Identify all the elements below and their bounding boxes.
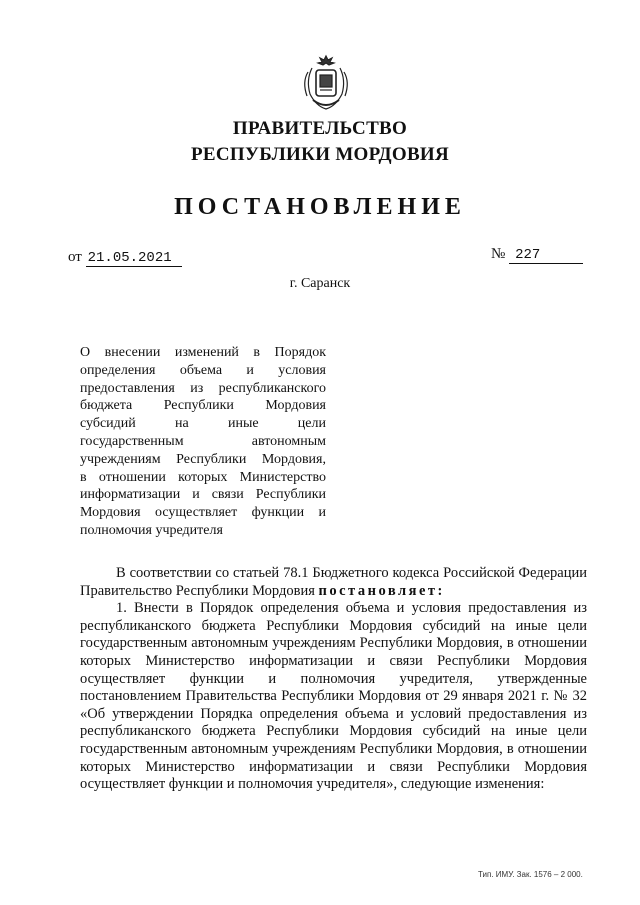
organization-name-line2: РЕСПУБЛИКИ МОРДОВИЯ — [190, 144, 450, 165]
coat-of-arms-icon — [298, 52, 354, 112]
subject-line: информатизации и связи Республики — [80, 487, 326, 503]
subject-line: учреждениям Республики Мордовия, — [80, 451, 326, 467]
subject-line: в отношении которых Министерство — [80, 469, 326, 485]
document-date — [68, 249, 182, 267]
subject-line: предоставления из республиканского — [80, 380, 326, 396]
print-info: Тип. ИМУ. Зак. 1576 – 2 000. — [478, 870, 583, 879]
number-value: 227 — [509, 248, 583, 264]
subject-line: определения объема и условия — [80, 362, 326, 378]
subject-line: государственным автономным — [80, 433, 326, 449]
subject-line: полномочия учредителя — [80, 522, 223, 538]
preamble-text: В соответствии со статьей 78.1 Бюджетного кодекса Российской Федерации Правительство Республики Мордовия — [80, 565, 587, 599]
subject-line: субсидий на иные цели — [80, 416, 326, 432]
subject-line: бюджета Республики Мордовия — [80, 398, 326, 414]
body-paragraph-1 — [80, 565, 587, 600]
document-number — [491, 246, 583, 264]
date-prefix: от — [68, 249, 82, 265]
document-subject — [80, 344, 326, 540]
document-body — [80, 565, 587, 794]
subject-line: О внесении изменений в Порядок — [80, 345, 326, 360]
date-value: 21.05.2021 — [86, 251, 182, 267]
body-paragraph-2: 1. Внести в Порядок определения объема и условия предоставления из республиканского бюджета Республики Мордовия субсидий на иные цели государственным автономным учреждениям Республики Мордовия, в отношении которых Министерство информатизации и связи Республики Мордовия осуществляет функции и полномочия учредителя, утвержденные постановлением Правительства Республики Мордовия от 29 января 2021 г. № 32 «Об утверждении Порядка определения объема и условий предоставления из республиканского бюджета Республики Мордовия субсидий на иные цели государственным автономным учреждениям Республики Мордовия, в отношении которых Министерство информатизации и связи Республики Мордовия осуществляет функции и полномочия учредителя», следующие изменения: — [80, 600, 587, 793]
organization-name-line1: ПРАВИТЕЛЬСТВО — [232, 118, 408, 139]
decree-verb: постановляет: — [318, 582, 445, 599]
number-prefix: № — [491, 246, 506, 262]
subject-line: Мордовия осуществляет функции и — [80, 505, 326, 521]
document-type-title: ПОСТАНОВЛЕНИЕ — [174, 194, 466, 220]
city: г. Саранск — [289, 276, 351, 291]
